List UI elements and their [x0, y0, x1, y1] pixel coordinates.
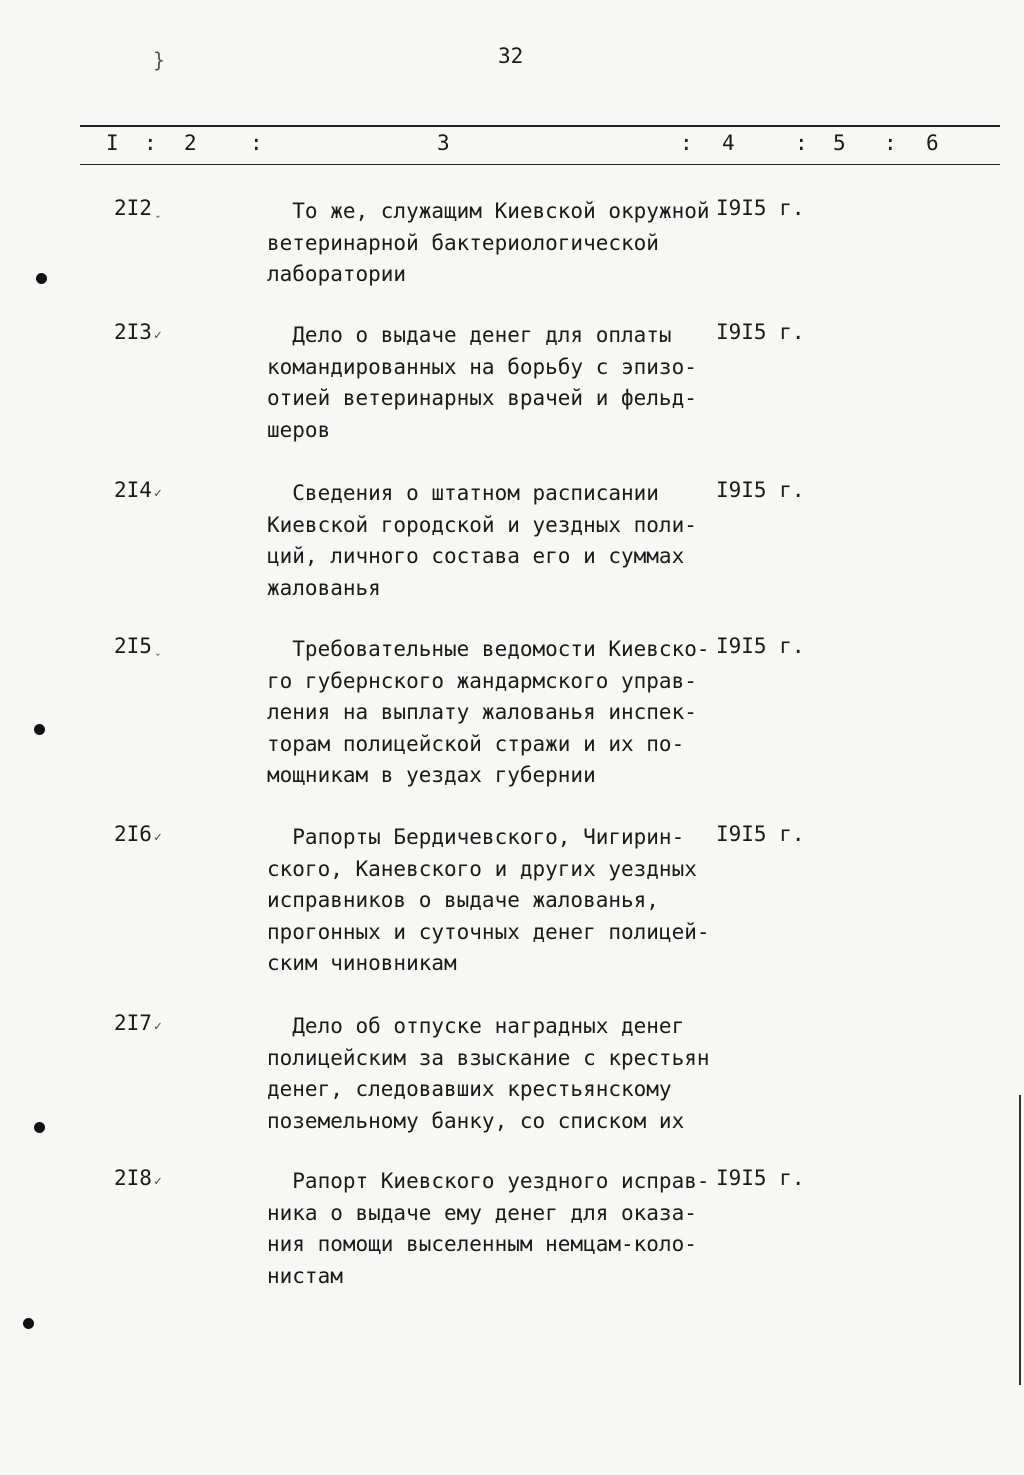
description-line: ским чиновникам	[267, 951, 457, 975]
row-number: 2I6 ✓	[114, 822, 162, 846]
row-number: 2I2 ˬ	[114, 196, 162, 220]
table-top-rule	[80, 125, 1000, 127]
header-col-3: 3	[437, 131, 450, 155]
header-separator: :	[144, 131, 157, 155]
description-line: отией ветеринарных врачей и фельд-	[267, 386, 697, 410]
table-header	[0, 131, 1024, 159]
header-separator: :	[795, 131, 808, 155]
row-year: I9I5 г.	[716, 634, 805, 658]
header-col-5: 5	[833, 131, 846, 155]
row-description	[267, 320, 727, 446]
description-line: исправников о выдаче жалованья,	[267, 888, 659, 912]
description-line: Рапорты Бердичевского, Чигирин-	[267, 825, 685, 849]
header-col-4: 4	[722, 131, 735, 155]
header-col-2: 2	[184, 131, 197, 155]
header-separator: :	[680, 131, 693, 155]
row-description	[267, 1011, 727, 1137]
header-separator: :	[884, 131, 897, 155]
description-line: То же, служащим Киевской окружной	[267, 199, 710, 223]
row-year: I9I5 г.	[716, 196, 805, 220]
page-number: 32	[498, 44, 524, 68]
description-line: го губернского жандармского управ-	[267, 668, 697, 693]
description-line: ления на выплату жалованья инспек-	[267, 700, 697, 724]
punch-hole	[34, 724, 45, 735]
description-line: командированных на борьбу с эпизо-	[267, 354, 697, 379]
check-mark-icon: ˬ	[153, 642, 162, 657]
row-description	[267, 822, 727, 980]
row-description	[267, 478, 727, 604]
check-mark-icon: ✓	[153, 486, 162, 501]
check-mark-icon: ˬ	[153, 204, 162, 219]
description-line: нистам	[267, 1263, 343, 1288]
punch-hole	[34, 1122, 45, 1133]
row-number: 2I4 ✓	[114, 478, 162, 502]
row-year: I9I5 г.	[716, 822, 805, 846]
row-number: 2I7 ✓	[114, 1011, 162, 1035]
row-year: I9I5 г.	[716, 1166, 805, 1190]
description-line: Рапорт Киевского уездного исправ-	[267, 1169, 710, 1193]
check-mark-icon: ✓	[153, 1174, 162, 1189]
description-line: ния помощи выселенным немцам-коло-	[267, 1232, 697, 1256]
row-year: I9I5 г.	[716, 320, 805, 344]
description-line: Требовательные ведомости Киевско-	[267, 637, 710, 661]
punch-hole	[36, 273, 47, 284]
table-header-rule	[80, 164, 1000, 165]
row-year: I9I5 г.	[716, 478, 805, 502]
description-line: полицейским за взыскание с крестьян	[267, 1045, 710, 1070]
check-mark-icon: ✓	[153, 1019, 162, 1034]
description-line: лаборатории	[267, 262, 407, 286]
row-description	[267, 634, 727, 792]
description-line: денег, следовавших крестьянскому	[267, 1077, 672, 1101]
description-line: Сведения о штатном расписании	[267, 481, 659, 505]
description-line: жалованья	[267, 575, 381, 600]
description-line: торам полицейской стражи и их по-	[267, 731, 685, 756]
check-mark-icon: ✓	[153, 328, 162, 343]
row-description	[267, 1166, 727, 1292]
row-number: 2I8 ✓	[114, 1166, 162, 1190]
scan-edge-line	[1019, 1095, 1021, 1385]
description-line: ветеринарной бактериологической	[267, 230, 659, 255]
description-line: ника о выдаче ему денег для оказа-	[267, 1200, 697, 1225]
description-line: прогонных и суточных денег полицей-	[267, 919, 710, 944]
punch-hole	[23, 1318, 34, 1329]
header-col-1: I	[106, 131, 119, 155]
description-line: ций, личного состава его и суммах	[267, 544, 685, 568]
description-line: шеров	[267, 417, 331, 442]
header-separator: :	[250, 131, 263, 155]
description-line: ского, Каневского и других уездных	[267, 856, 697, 881]
check-mark-icon: ✓	[153, 830, 162, 845]
description-line: Киевской городской и уездных поли-	[267, 512, 697, 537]
description-line: поземельному банку, со списком их	[267, 1108, 685, 1133]
row-number: 2I3 ✓	[114, 320, 162, 344]
description-line: Дело об отпуске наградных денег	[267, 1014, 685, 1038]
header-col-6: 6	[926, 131, 939, 155]
row-description	[267, 196, 727, 291]
description-line: мощникам в уездах губернии	[267, 763, 596, 787]
scan-mark: }	[153, 48, 166, 72]
description-line: Дело о выдаче денег для оплаты	[267, 323, 672, 347]
row-number: 2I5 ˬ	[114, 634, 162, 658]
